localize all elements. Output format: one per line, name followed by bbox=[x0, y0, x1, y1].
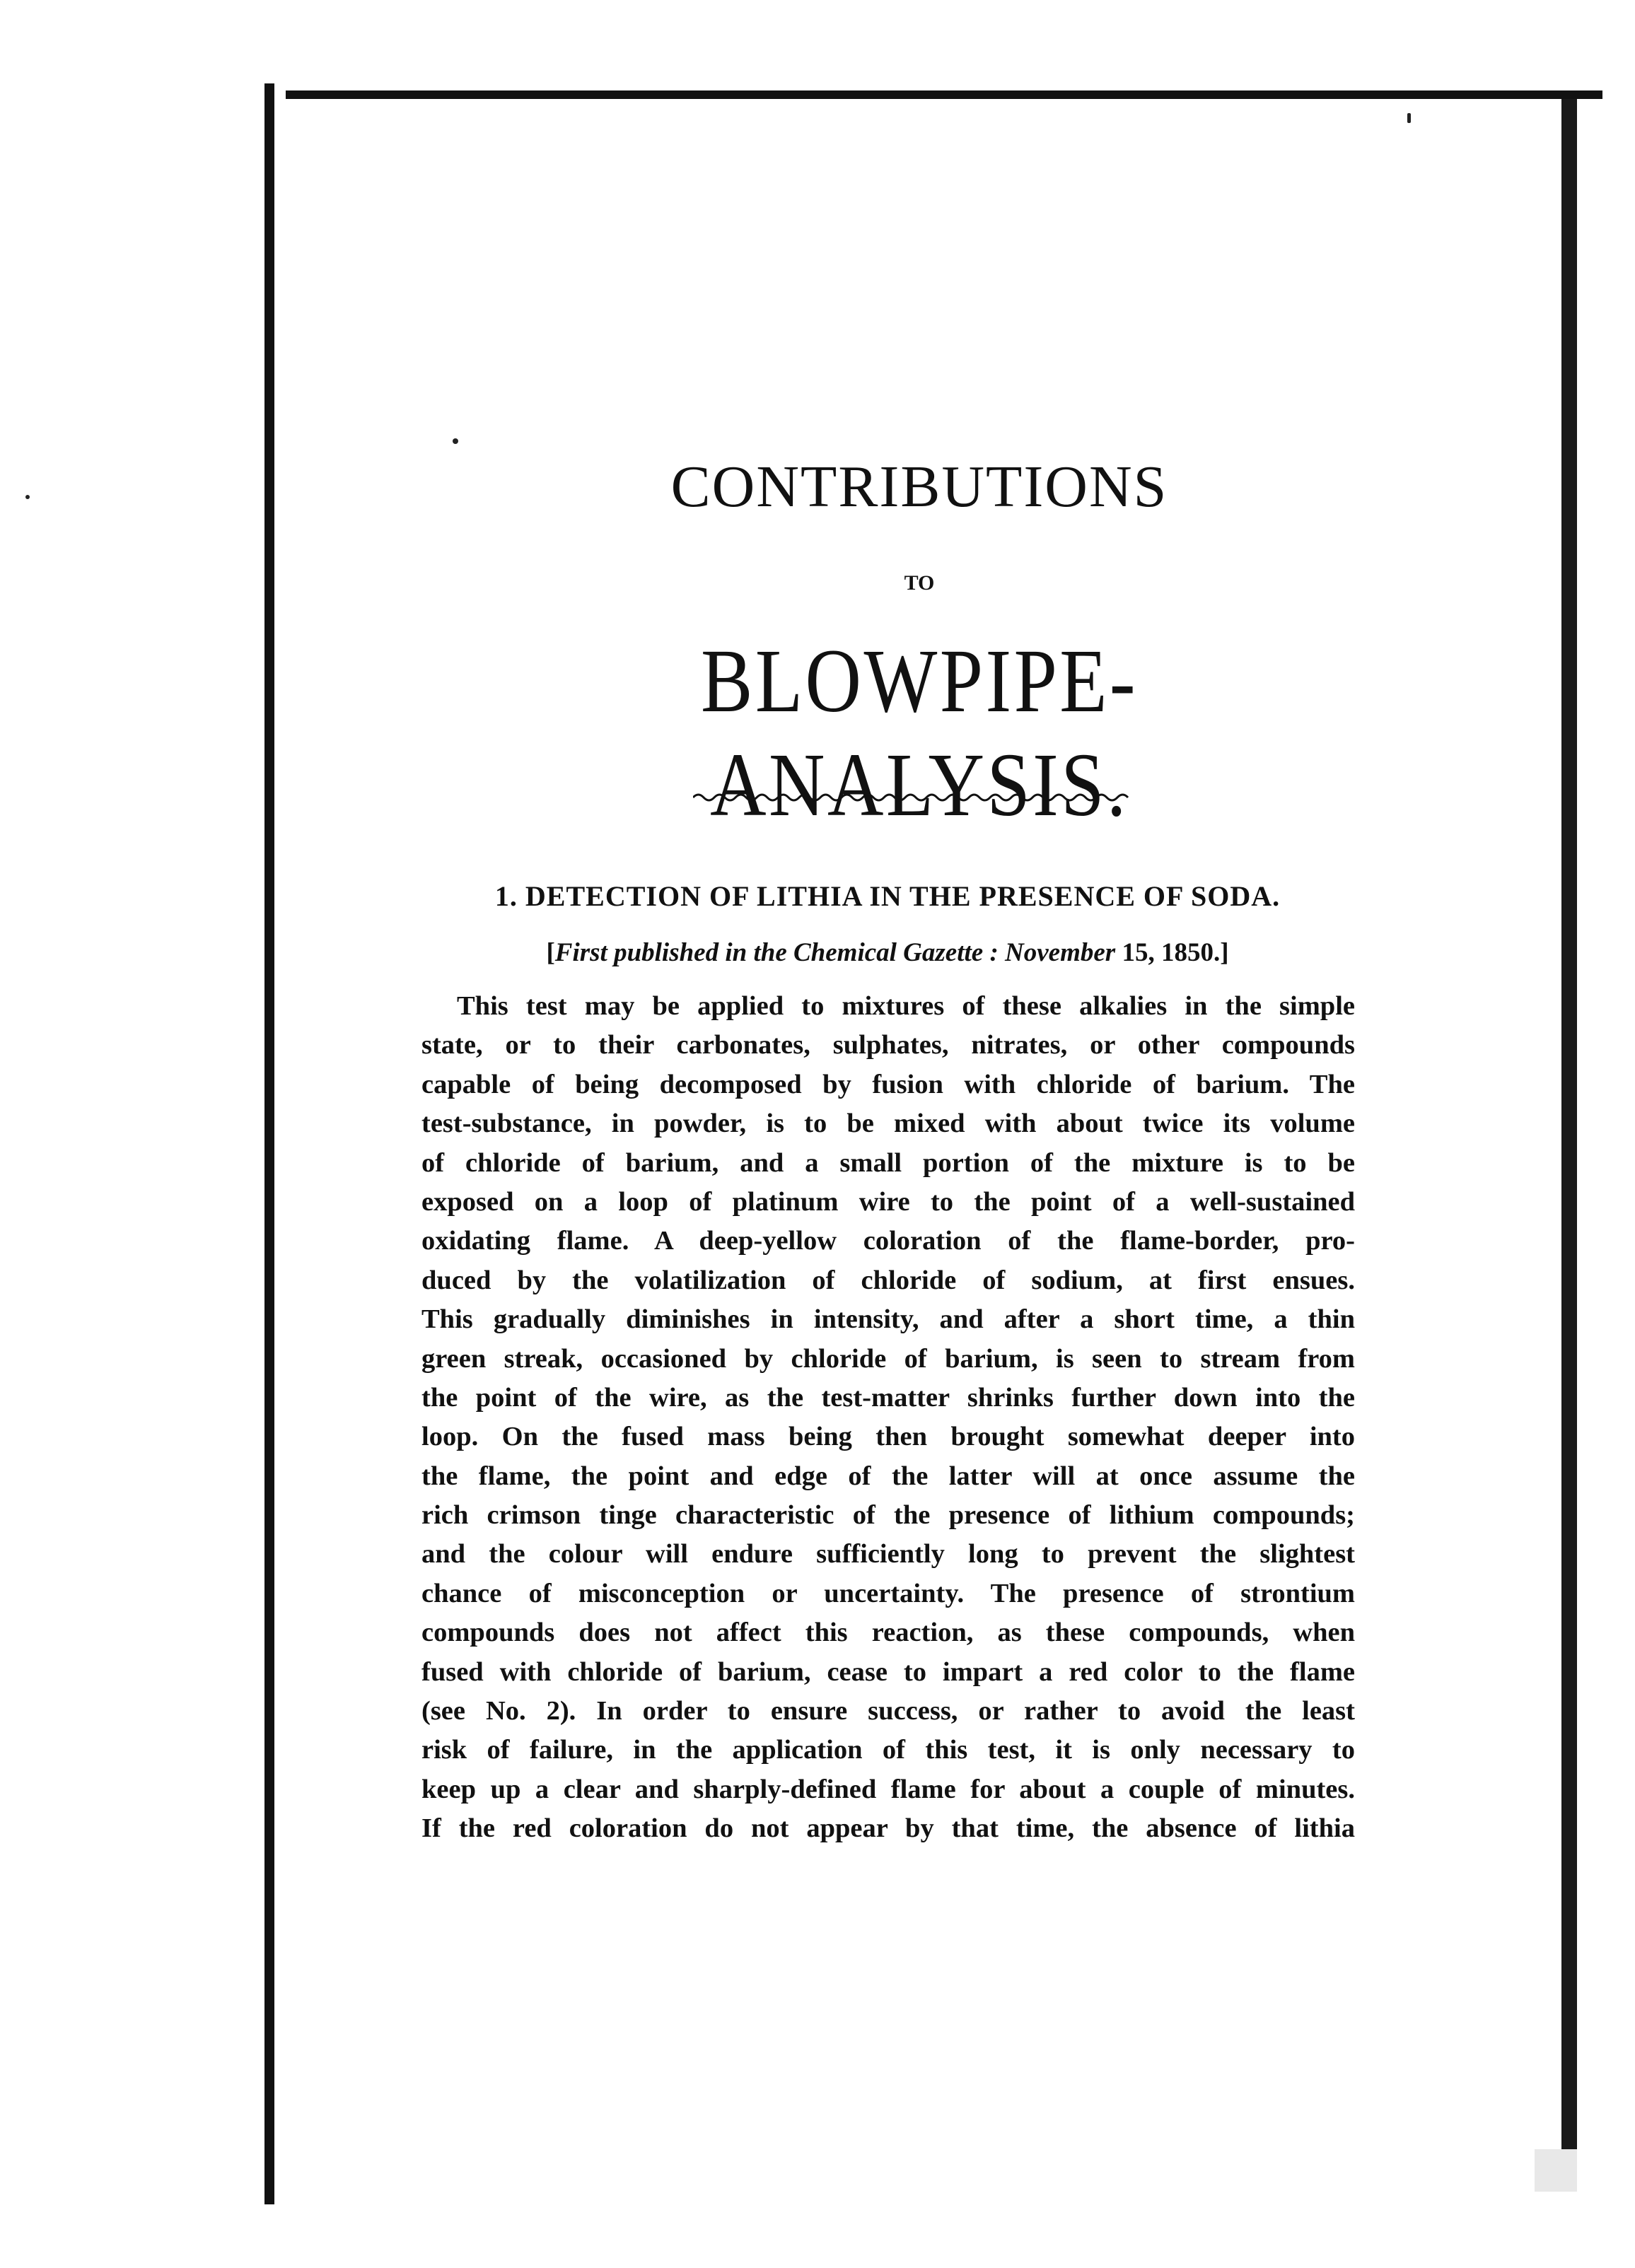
body-line: and the colour will endure sufficiently long to prevent the slightest bbox=[421, 1539, 1355, 1570]
facing-page-edge bbox=[0, 83, 269, 2190]
body-line: keep up a clear and sharply-defined flame for about a couple of minutes. bbox=[421, 1774, 1355, 1804]
body-line: the flame, the point and edge of the latter will at once assume the bbox=[421, 1461, 1355, 1491]
body-line: This gradually diminishes in intensity, and after a short time, a thin bbox=[421, 1304, 1355, 1335]
stray-mark bbox=[25, 495, 30, 499]
ornamental-rule bbox=[693, 790, 1131, 805]
page-corner-curl bbox=[1535, 2149, 1577, 2192]
body-line: loop. On the fused mass being then brought somewhat deeper into bbox=[421, 1422, 1355, 1452]
body-line: test-substance, in powder, is to be mixed with about twice its volume bbox=[421, 1109, 1355, 1139]
page-right-edge bbox=[1561, 99, 1577, 2192]
title-contributions: CONTRIBUTIONS bbox=[670, 454, 1168, 520]
citation-date: 15, 1850.] bbox=[1115, 938, 1229, 967]
citation-source: First published in the Chemical Gazette : November bbox=[554, 938, 1116, 967]
citation bbox=[421, 937, 1354, 968]
body-line: This test may be applied to mixtures of these alkalies in the simple bbox=[457, 991, 1355, 1021]
body-line: state, or to their carbonates, sulphates, nitrates, or other compounds bbox=[421, 1030, 1355, 1060]
stray-mark bbox=[1407, 113, 1411, 123]
body-line: rich crimson tinge characteristic of the presence of lithium compounds; bbox=[421, 1500, 1355, 1531]
body-line: oxidating flame. A deep-yellow coloration of the flame-border, pro- bbox=[421, 1226, 1355, 1256]
body-line: (see No. 2). In order to ensure success, or rather to avoid the least bbox=[421, 1696, 1355, 1726]
citation-bracket: [ bbox=[546, 938, 555, 967]
body-line: of chloride of barium, and a small portion of the mixture is to be bbox=[421, 1147, 1355, 1178]
body-line: exposed on a loop of platinum wire to the point of a well-sustained bbox=[421, 1186, 1355, 1217]
title-connector: TO bbox=[904, 571, 935, 595]
body-paragraph bbox=[421, 987, 1355, 1849]
stray-mark bbox=[453, 438, 458, 444]
body-line: green streak, occasioned by chloride of barium, is seen to stream from bbox=[421, 1343, 1355, 1374]
body-line: If the red coloration do not appear by that time, the absence of lithia bbox=[421, 1813, 1355, 1844]
body-line: duced by the volatilization of chloride of sodium, at first ensues. bbox=[421, 1265, 1355, 1295]
page-title: BLOWPIPE-ANALYSIS. bbox=[700, 631, 1139, 835]
body-line: chance of misconception or uncertainty. The presence of strontium bbox=[421, 1578, 1355, 1608]
body-line: compounds does not affect this reaction, as these compounds, when bbox=[421, 1618, 1355, 1648]
body-line: fused with chloride of barium, cease to impart a red color to the flame bbox=[421, 1656, 1355, 1687]
body-line: capable of being decomposed by fusion with chloride of barium. The bbox=[421, 1069, 1355, 1099]
body-line: the point of the wire, as the test-matter shrinks further down into the bbox=[421, 1382, 1355, 1413]
gutter-shadow bbox=[264, 83, 274, 2204]
body-line: risk of failure, in the application of this test, it is only necessary to bbox=[421, 1735, 1355, 1765]
section-heading: 1. DETECTION OF LITHIA IN THE PRESENCE OF SODA. bbox=[494, 880, 1281, 912]
